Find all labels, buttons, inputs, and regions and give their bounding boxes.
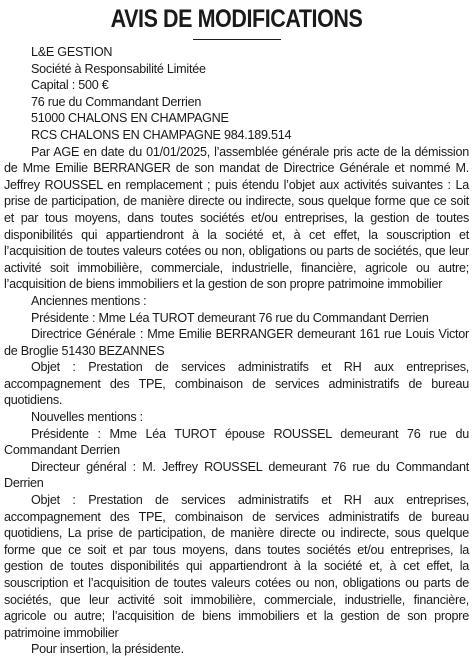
intro-paragraph: Par AGE en date du 01/01/2025, l’assemblée générale pris acte de la démission de Mme Emilie BERRANGER de son mandat de Directrice Générale et nommé M. Jeffrey ROUSSEL en remplacement ; puis étendu l’objet aux activités suivantes : La prise de participation, de manière directe ou indirecte, sous quelque forme que ce soit et par tous moyens, dans toutes sociétés et/ou entreprises, la gestion de toutes disponibilités qui appartiendront à la société et, à cet effet, la souscription et l’acquisition de toutes valeurs cotées ou non, obligations ou parts de sociétés, que leur activité soit immobilière, commerciale, industrielle, financière, agricole ou autre; l’acquisition de biens immobiliers et la gestion de son propre patrimoine immobilier [4, 144, 469, 292]
old-objet: Objet : Prestation de services administratifs et RH aux entreprises, accompagnement des TPE, combinaison de services administratifs de bureau quotidiens. [4, 360, 469, 408]
new-objet: Objet : Prestation de services administratifs et RH aux entreprises, accompagnement des TPE, combinaison de services administratifs de bureau quotidiens, La prise de participation, de manière directe ou indirecte, sous quelque forme que ce soit et par tous moyens, dans toutes sociétés et/ou entreprises, la gestion de toutes disponibilités qui appartiendront à la société et, à cet effet, la souscription et l’acquisition de toutes valeurs cotées ou non, obligations ou parts de sociétés, que leur activité soit immobilière, commerciale, industrielle, financière, agricole ou autre; l’acquisition de biens immobiliers et la gestion de son propre patrimoine immobilier [4, 493, 469, 640]
company-name: L&E GESTION [31, 45, 113, 59]
company-rcs: RCS CHALONS EN CHAMPAGNE 984.189.514 [31, 127, 292, 142]
notice-title: AVIS DE MODIFICATIONS [110, 5, 363, 33]
title-divider [193, 39, 281, 40]
new-director-general: Directeur général : M. Jeffrey ROUSSEL demeurant 76 rue du Commandant Derrien [4, 459, 469, 491]
company-legal-form: Société à Responsabilité Limitée [31, 61, 206, 76]
company-city: 51000 CHALONS EN CHAMPAGNE [31, 111, 229, 126]
old-mentions-heading: Anciennes mentions : [31, 293, 147, 308]
old-president: Présidente : Mme Léa TUROT demeurant 76 rue du Commandant Derrien [31, 310, 429, 325]
new-mentions-heading: Nouvelles mentions : [31, 410, 143, 425]
company-block [4, 44, 469, 144]
closing-line: Pour insertion, la présidente. [31, 642, 184, 657]
company-capital: Capital : 500 € [31, 78, 109, 93]
old-director-general: Directrice Générale : Mme Emilie BERRANGER demeurant 161 rue Louis Victor de Broglie 51430 BEZANNES [4, 327, 469, 358]
new-president: Présidente : Mme Léa TUROT épouse ROUSSEL demeurant 76 rue du Commandant Derrien [4, 426, 469, 458]
company-street: 76 rue du Commandant Derrien [31, 94, 202, 109]
